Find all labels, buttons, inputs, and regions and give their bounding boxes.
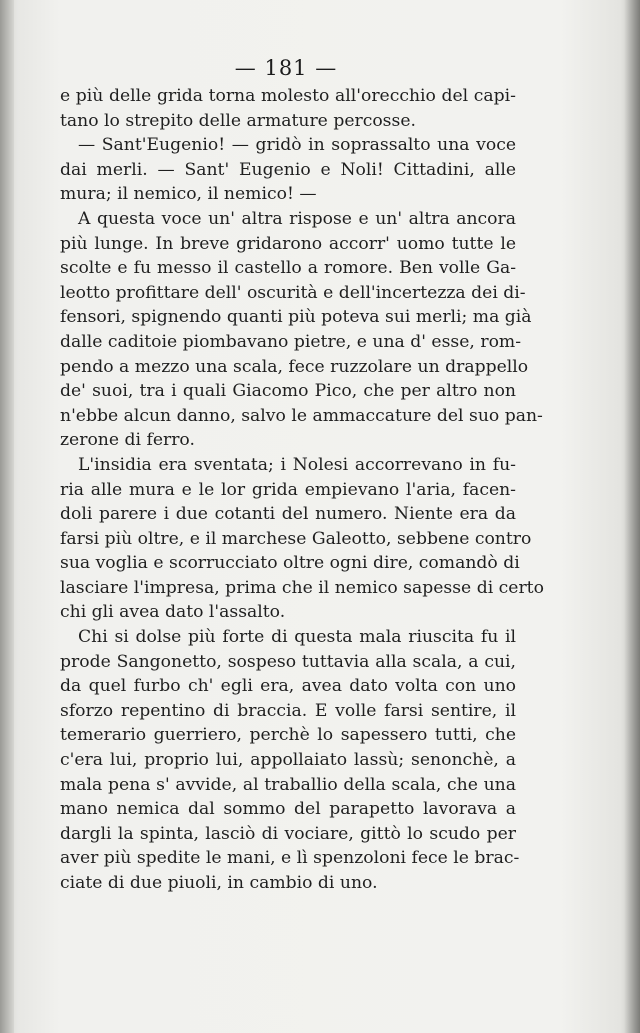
page-edge-shadow — [624, 0, 640, 1033]
text-line: A questa voce un' altra rispose e un' altra ancora — [78, 208, 516, 229]
text-line: L'insidia era sventata; i Nolesi accorrevano in fu- — [78, 454, 516, 475]
spine-shadow — [0, 0, 14, 1033]
text-line: dalle caditoie piombavano pietre, e una d' esse, rom- — [60, 331, 522, 352]
text-line: zerone di ferro. — [60, 430, 195, 451]
text-line: sforzo repentino di braccia. E volle farsi sentire, il — [60, 700, 516, 721]
text-line: dai merli. — Sant' Eugenio e Noli! Cittadini, alle — [60, 159, 516, 180]
text-line: prode Sangonetto, sospeso tuttavia alla scala, a cui, — [60, 651, 516, 672]
text-line: lasciare l'impresa, prima che il nemico sapesse di certo — [60, 577, 544, 598]
text-line: ria alle mura e le lor grida empievano l'aria, facen- — [60, 479, 516, 500]
text-line: mala pena s' avvide, al traballio della scala, che una — [60, 774, 516, 795]
text-line: sua voglia e scorrucciato oltre ogni dire, comandò di — [60, 553, 520, 574]
page-number: — 181 — — [234, 56, 338, 80]
text-line: scolte e fu messo il castello a romore. Ben volle Ga- — [60, 258, 516, 279]
text-line: c'era lui, proprio lui, appollaiato lassù; senonchè, a — [60, 750, 516, 771]
text-line: chi gli avea dato l'assalto. — [60, 602, 286, 623]
text-line: aver più spedite le mani, e lì spenzoloni fece le brac- — [60, 848, 520, 869]
text-line: mano nemica dal sommo del parapetto lavorava a — [60, 799, 516, 820]
text-line: doli parere i due cotanti del numero. Niente era da — [60, 504, 516, 525]
text-line: Chi si dolse più forte di questa mala riuscita fu il — [78, 627, 516, 648]
text-line: dargli la spinta, lasciò di vociare, gittò lo scudo per — [60, 823, 516, 844]
text-line: ciate di due piuoli, in cambio di uno. — [60, 873, 378, 893]
text-line: farsi più oltre, e il marchese Galeotto, sebbene contro — [60, 528, 532, 549]
body-text — [60, 84, 544, 896]
text-line: mura; il nemico, il nemico! — — [60, 184, 317, 205]
text-line: e più delle grida torna molesto all'orecchio del capi- — [60, 86, 516, 106]
text-line: temerario guerriero, perchè lo sapessero tutti, che — [60, 725, 516, 746]
text-line: fensori, spignendo quanti più poteva sui merli; ma già — [60, 307, 532, 328]
text-line: leotto profittare dell' oscurità e dell'incertezza dei di- — [60, 282, 526, 303]
text-line: pendo a mezzo una scala, fece ruzzolare un drappello — [60, 356, 529, 377]
text-line: de' suoi, tra i quali Giacomo Pico, che per altro non — [60, 381, 516, 402]
text-line: tano lo strepito delle armature percosse. — [60, 110, 416, 131]
text-line: n'ebbe alcun danno, salvo le ammaccature del suo pan- — [60, 405, 543, 426]
text-line: più lunge. In breve gridarono accorr' uomo tutte le — [60, 233, 516, 254]
text-line: da quel furbo ch' egli era, avea dato volta con uno — [60, 676, 516, 697]
text-line: — Sant'Eugenio! — gridò in soprassalto una voce — [78, 135, 516, 156]
